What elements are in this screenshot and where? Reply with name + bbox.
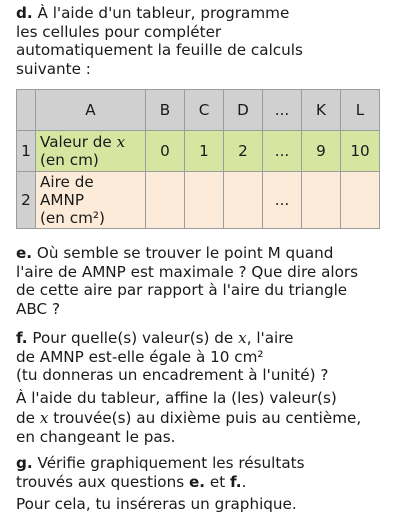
column-header-ellipsis: ... [263, 90, 302, 131]
question-e-letter: e. [16, 244, 33, 262]
cell-ellipsis-1: ... [263, 131, 302, 172]
cell-c1: 1 [185, 131, 224, 172]
question-f-line-3: (tu donneras un encadrement à l'unité) ? [16, 366, 329, 385]
column-header-k: K [302, 90, 341, 131]
question-d-line-4: suivante : [16, 59, 91, 78]
question-e-line-3: de cette aire par rapport à l'aire du triangle [16, 281, 348, 300]
row-number-1: 1 [17, 131, 36, 172]
question-f-letter: f. [16, 329, 28, 347]
cell-k2 [302, 172, 341, 229]
question-d-line-1: d. À l'aide d'un tableur, programme [16, 4, 290, 22]
corner-cell [17, 90, 36, 131]
cell-ellipsis-2: ... [263, 172, 302, 229]
spreadsheet-table [16, 89, 380, 229]
question-g-letter: g. [16, 454, 33, 472]
cell-k1: 9 [302, 131, 341, 172]
column-header-d: D [224, 90, 263, 131]
question-f-line-2: de AMNP est-elle égale à 10 cm² [16, 347, 264, 366]
cell-d1: 2 [224, 131, 263, 172]
row-number-2: 2 [17, 172, 36, 229]
spreadsheet-row-1 [17, 131, 380, 172]
column-header-l: L [341, 90, 380, 131]
cell-a1: Valeur de x (en cm) [36, 131, 146, 172]
question-e-line-2: l'aire de AMNP est maximale ? Que dire alors [16, 262, 359, 281]
cell-l2 [341, 172, 380, 229]
column-header-row [17, 90, 380, 131]
variable-x: x [116, 133, 126, 151]
question-g-line-1: g. Vérifie graphiquement les résultats [16, 454, 305, 472]
question-f-line-1: f. Pour quelle(s) valeur(s) de x, l'aire [16, 329, 294, 347]
question-f [16, 329, 394, 447]
question-g-line-2: trouvés aux questions e. et f.. [16, 472, 247, 491]
variable-x: x [238, 329, 247, 347]
cell-b1: 0 [146, 131, 185, 172]
cell-d2 [224, 172, 263, 229]
question-f-line-5: de x trouvée(s) au dixième puis au centième, [16, 409, 362, 428]
question-d-line-3: automatiquement la feuille de calculs [16, 41, 303, 60]
spreadsheet-row-2 [17, 172, 380, 229]
column-header-c: C [185, 90, 224, 131]
question-f-line-6: en changeant le pas. [16, 427, 176, 446]
column-header-b: B [146, 90, 185, 131]
question-e [16, 244, 394, 318]
cell-l1: 10 [341, 131, 380, 172]
column-header-a: A [36, 90, 146, 131]
question-e-line-4: ABC ? [16, 299, 61, 318]
question-d-line-2: les cellules pour compléter [16, 22, 222, 41]
question-g-line-3: Pour cela, tu inséreras un graphique. [16, 495, 297, 514]
cell-a2: Aire de AMNP (en cm²) [36, 172, 146, 229]
question-d-letter: d. [16, 4, 33, 22]
cell-c2 [185, 172, 224, 229]
variable-x: x [39, 409, 49, 428]
question-f-line-4: À l'aide du tableur, affine la (les) valeur(s) [16, 388, 337, 407]
question-g [16, 454, 394, 514]
question-d [16, 4, 394, 78]
question-e-line-1: e. Où semble se trouver le point M quand [16, 244, 334, 262]
cell-b2 [146, 172, 185, 229]
